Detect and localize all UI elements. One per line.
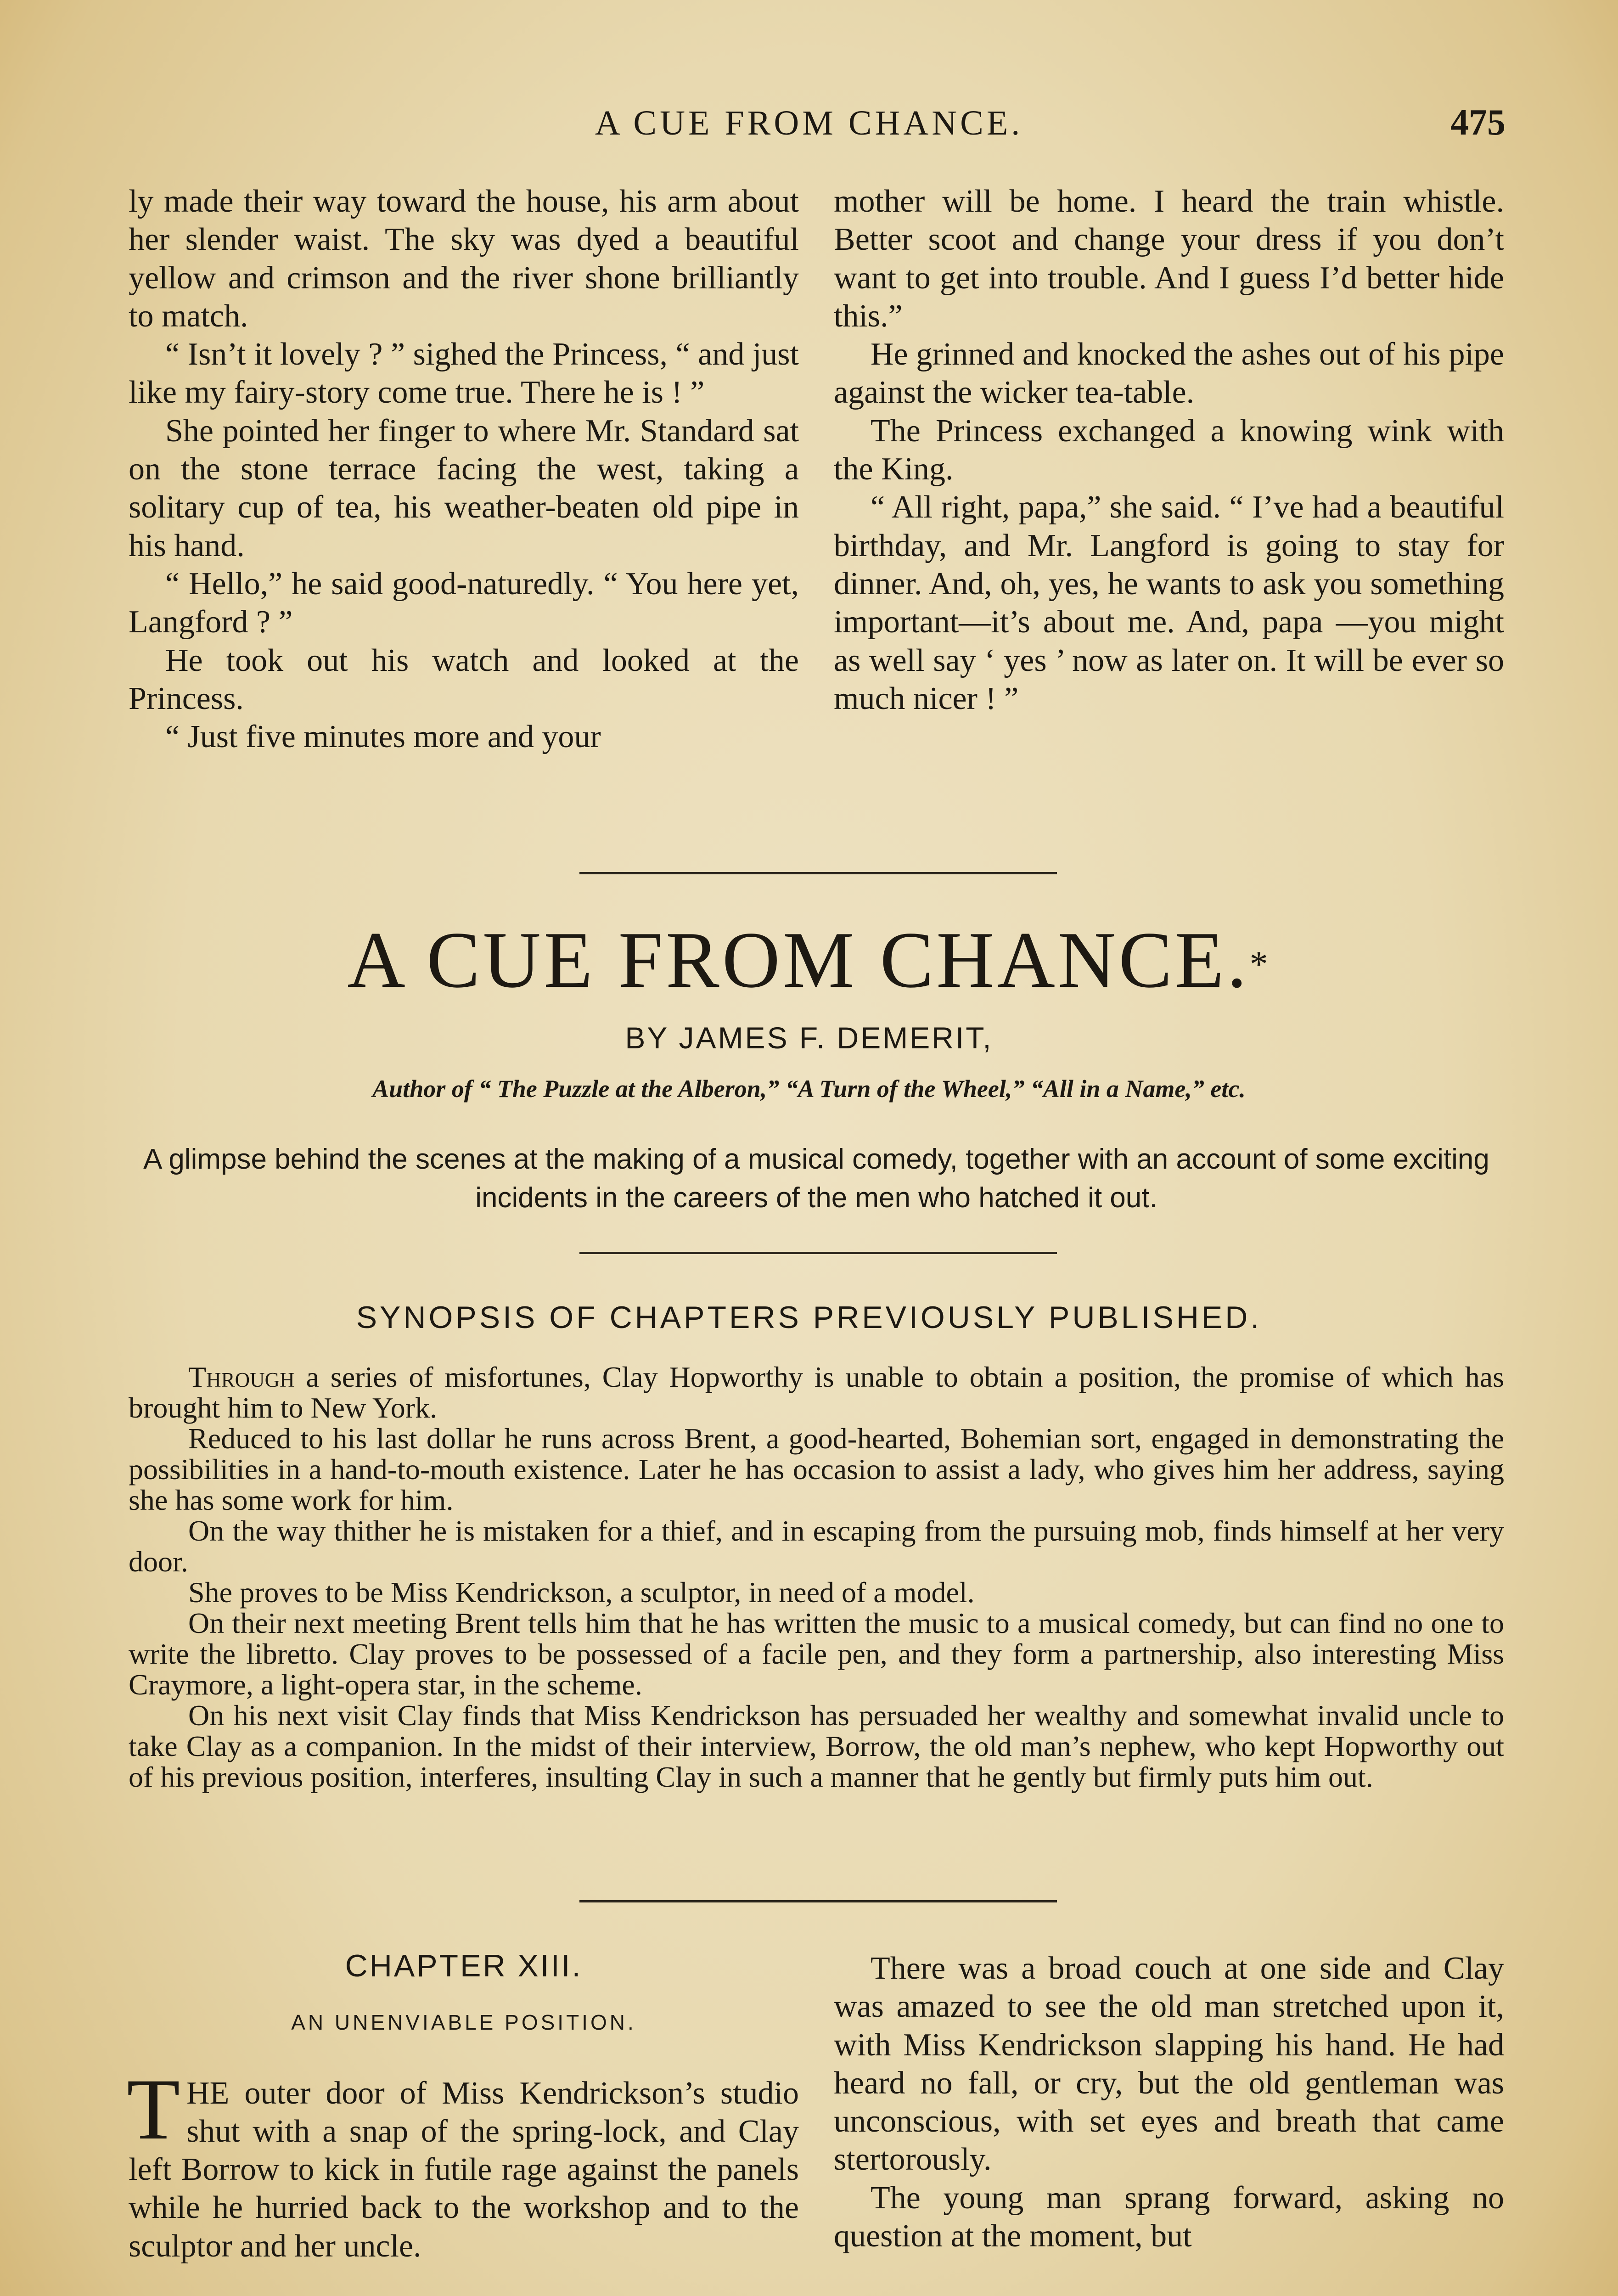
section-divider: [579, 1252, 1057, 1254]
lead-text: a series of misfortunes, Clay Hopworthy is unable to obtain a position, the promise of which has brought him to New York.: [129, 1361, 1504, 1424]
section-divider: [579, 872, 1057, 874]
paragraph: [127, 2061, 799, 2265]
paragraph: The young man sprang forward, asking no question at the moment, but: [834, 2180, 1504, 2254]
paragraph: She proves to be Miss Kendrickson, a sculptor, in need of a model.: [188, 1576, 975, 1609]
story-blurb: A glimpse behind the scenes at the making of a musical comedy, together with an account of some exciting incidents in the careers of the men who hatched it out.: [143, 1143, 1489, 1214]
paragraph-text: HE outer door of Miss Kendrickson’s studio shut with a snap of the spring-lock, and Clay left Borrow to kick in futile rage against the panels while he hurried back to the workshop and to the sculptor and her uncle.: [129, 2075, 799, 2264]
byline: BY JAMES F. DEMERIT,: [625, 1021, 993, 1055]
paragraph: On his next visit Clay finds that Miss Kendrickson has persuaded her wealthy and somewhat invalid uncle to take Clay as a companion. In the midst of their interview, Borrow, the old man’s nephew, who kept Hopworthy out of his previous position, interferes, insulting Clay in such a manner that he gently but firmly puts him out.: [129, 1699, 1504, 1793]
paragraph: She pointed her finger to where Mr. Standard sat on the stone terrace facing the west, taking a solitary cup of tea, his weather-beaten old pipe in his hand.: [129, 413, 799, 563]
paragraph: “ Just five minutes more and your: [165, 719, 601, 755]
drop-cap: T: [127, 2061, 180, 2158]
paragraph: “ Isn’t it lovely ? ” sighed the Princess, “ and just like my fairy-story come true. There he is ! ”: [129, 337, 799, 411]
footnote-marker: *: [1249, 944, 1271, 985]
story-title: [0, 914, 1618, 1006]
paragraph: He took out his watch and looked at the Princess.: [129, 642, 799, 716]
previous-story-column-right: [834, 182, 1504, 718]
previous-story-column-left: [129, 182, 799, 756]
paragraph: The Princess exchanged a knowing wink with the King.: [834, 413, 1504, 487]
chapter-subtitle: AN UNENVIABLE POSITION.: [291, 2010, 636, 2035]
paragraph: On their next meeting Brent tells him that he has written the music to a musical comedy, but can find no one to write the libretto. Clay proves to be possessed of a facile pen, and they form a partnership, also interesting Miss Craymore, a light-opera star, in the scheme.: [129, 1607, 1504, 1701]
story-title-text: A CUE FROM CHANCE.: [347, 915, 1250, 1004]
page-number: 475: [1450, 102, 1506, 143]
paragraph: ly made their way toward the house, his arm about her slender waist. The sky was dyed a beautiful yellow and crimson and the river shone brilliantly to match.: [129, 184, 799, 334]
paragraph: mother will be home. I heard the train whistle. Better scoot and change your dress if you don’t want to get into trouble. And I guess I’d better hide this.”: [834, 184, 1504, 334]
chapter-column-right: [834, 1949, 1504, 2255]
chapter-column-left: [129, 1947, 799, 2265]
paragraph: Reduced to his last dollar he runs across Brent, a good-hearted, Bohemian sort, engaged in demonstrating the possibilities in a hand-to-mouth existence. Later he has occasion to assist a lady, who gives him her address, saying she has some work for him.: [129, 1422, 1504, 1516]
section-divider: [579, 1900, 1057, 1902]
paragraph: There was a broad couch at one side and Clay was amazed to see the old man stretched upon it, with Miss Kendrickson slapping his hand. He had heard no fall, or cry, but the old gentleman was unconscious, with set eyes and breath that came stertorously.: [834, 1951, 1504, 2178]
running-title: A CUE FROM CHANCE.: [595, 104, 1023, 142]
paragraph: On the way thither he is mistaken for a thief, and in escaping from the pursuing mob, finds himself at her very door.: [129, 1514, 1504, 1578]
lead-word: Through: [188, 1361, 295, 1393]
paragraph: [129, 1362, 1504, 1423]
chapter-title: CHAPTER XIII.: [345, 1948, 583, 1983]
author-credits: Author of “ The Puzzle at the Alberon,” “A Turn of the Wheel,” “All in a Name,” etc.: [372, 1075, 1246, 1103]
synopsis-heading: SYNOPSIS OF CHAPTERS PREVIOUSLY PUBLISHED.: [356, 1300, 1262, 1335]
paragraph: He grinned and knocked the ashes out of his pipe against the wicker tea-table.: [834, 337, 1504, 411]
synopsis-body: [129, 1362, 1504, 1792]
paragraph: “ Hello,” he said good-naturedly. “ You here yet, Langford ? ”: [129, 566, 799, 640]
paragraph: “ All right, papa,” she said. “ I’ve had a beautiful birthday, and Mr. Langford is going to stay for dinner. And, oh, yes, he wants to ask you something important—it’s about me. And, papa —you might as well say ‘ yes ’ now as later on. It will be ever so much nicer ! ”: [834, 490, 1504, 716]
